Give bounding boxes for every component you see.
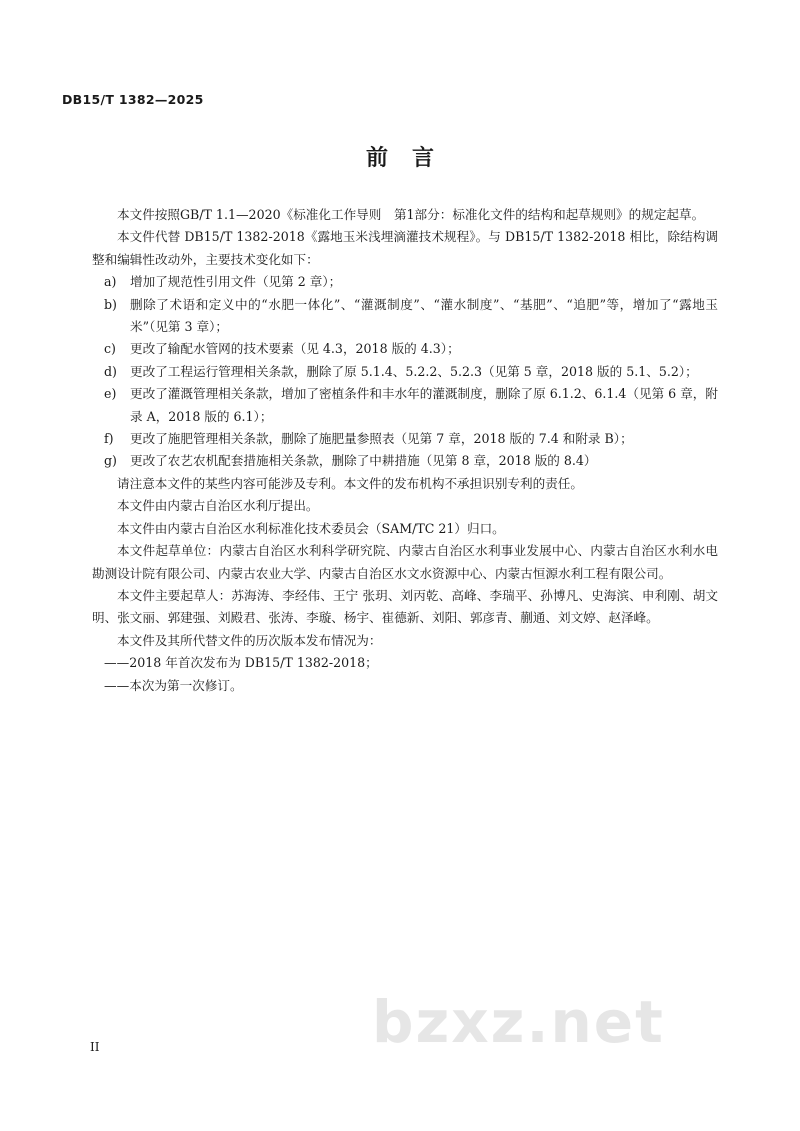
list-marker: d): [104, 363, 117, 379]
history-item: ——2018 年首次发布为 DB15/T 1382-2018；: [104, 655, 378, 671]
list-marker: g): [104, 453, 117, 469]
title-char-2: 言: [412, 146, 435, 171]
list-item: [92, 338, 718, 360]
list-item: [92, 428, 718, 450]
paragraph-drafting-basis: 本文件按照GB/T 1.1—2020《标准化工作导则 第1部分：标准化文件的结构和起草规则》的规定起草。: [117, 207, 705, 222]
list-marker: c): [104, 341, 116, 357]
paragraph-patent-notice: 请注意本文件的某些内容可能涉及专利。本文件的发布机构不承担识别专利的责任。: [117, 475, 583, 491]
list-item-text: 更改了灌溉管理相关条款，增加了密植条件和丰水年的灌溉制度，删除了原 6.1.2、6.1.4（见第 6 章，附录 A，2018 版的 6.1）；: [130, 386, 718, 424]
list-item: [92, 271, 718, 293]
history-item: ——本次为第一次修订。: [104, 677, 243, 693]
paragraph-drafting-units: 本文件起草单位：内蒙古自治区水利科学研究院、内蒙古自治区水利事业发展中心、内蒙古自治区水利水电勘测设计院有限公司、内蒙古农业大学、内蒙古自治区水文水资源中心、内蒙古恒源水利工程有限公司。: [92, 543, 718, 581]
paragraph-proposer: 本文件由内蒙古自治区水利厅提出。: [117, 498, 319, 514]
list-item-text: 更改了施肥管理相关条款，删除了施肥量参照表（见第 7 章，2018 版的 7.4 和附录 B）；: [130, 431, 633, 447]
changes-list: [92, 271, 718, 473]
paragraph-version-history: 本文件及其所代替文件的历次版本发布情况为：: [117, 632, 382, 648]
page-number: II: [90, 1040, 100, 1054]
paragraph-drafters: 本文件主要起草人：苏海涛、李经伟、王宁 张玥、刘丙乾、高峰、李瑞平、孙博凡、史海滨、申利刚、胡文明、张文丽、郭建强、刘殿君、张涛、李璇、杨宇、崔德新、刘阳、郭彦青、蒯通、刘文婷、赵泽峰。: [92, 587, 718, 626]
list-marker: e): [104, 386, 117, 402]
list-item-text: 更改了输配水管网的技术要素（见 4.3，2018 版的 4.3）；: [130, 341, 460, 357]
list-item: [92, 383, 718, 428]
list-item: [92, 294, 718, 339]
page-title: [0, 141, 800, 172]
list-marker: f): [104, 431, 114, 447]
list-item: [92, 450, 718, 472]
title-char-1: 前: [365, 146, 388, 171]
foreword-body: [92, 204, 718, 697]
list-item-text: 更改了农艺农机配套措施相关条款，删除了中耕措施（见第 8 章，2018 版的 8.4）: [130, 453, 597, 469]
list-marker: b): [104, 296, 117, 312]
paragraph-technical-committee: 本文件由内蒙古自治区水利标准化技术委员会（SAM/TC 21）归口。: [117, 520, 505, 536]
watermark: bzxz.net: [372, 988, 665, 1056]
paragraph-replacement: 本文件代替 DB15/T 1382-2018《露地玉米浅埋滴灌技术规程》。与 DB15/T 1382-2018 相比，除结构调整和编辑性改动外，主要技术变化如下：: [92, 229, 718, 267]
list-item: [92, 361, 718, 383]
list-item-text: 删除了术语和定义中的“水肥一体化”、“灌溉制度”、“灌水制度”、“基肥”、“追肥”等，增加了“露地玉米”（见第 3 章）；: [130, 296, 718, 335]
standard-number: DB15/T 1382—2025: [62, 92, 204, 107]
list-item-text: 更改了工程运行管理相关条款，删除了原 5.1.4、5.2.2、5.2.3（见第 5 章，2018 版的 5.1、5.2）；: [130, 363, 698, 379]
list-marker: a): [104, 274, 117, 290]
list-item-text: 增加了规范性引用文件（见第 2 章）；: [130, 274, 342, 290]
